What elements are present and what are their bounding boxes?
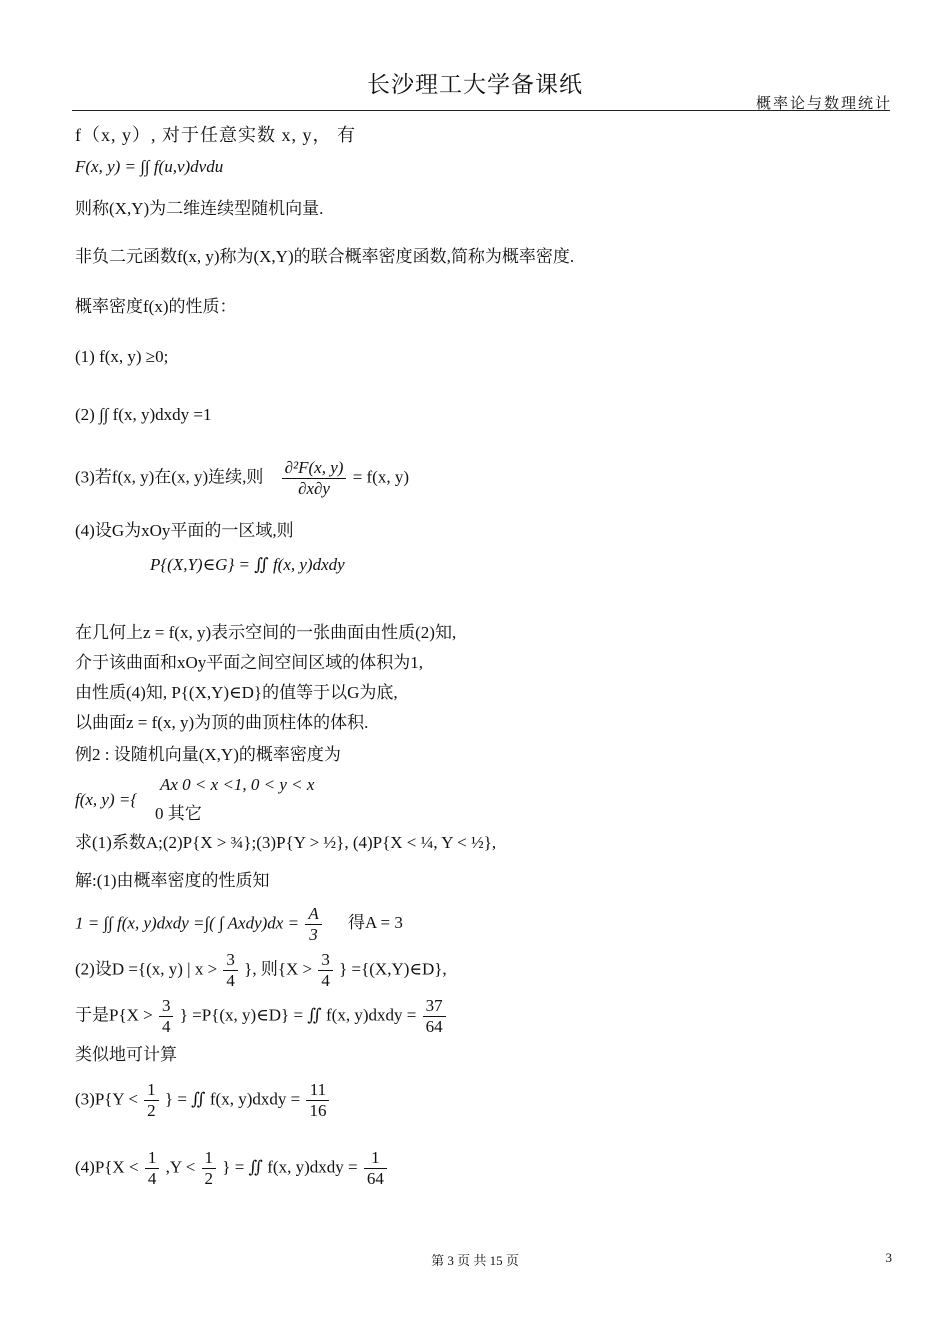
fraction-numerator: 11 <box>306 1080 329 1101</box>
solution-step-4-text: (4)P{X < <box>75 1157 139 1177</box>
fraction-numerator: 1 <box>144 1080 159 1101</box>
fraction-3-4 <box>223 950 238 991</box>
text-line: 非负二元函数f(x, y)称为(X,Y)的联合概率密度函数,简称为概率密度. <box>75 247 575 266</box>
formula-cdf: F(x, y) = ∫∫ f(u,v)dvdu <box>75 157 224 176</box>
fraction-denominator: 16 <box>309 1101 327 1120</box>
course-subject: 概率论与数理统计 <box>755 96 892 112</box>
property-2: (2) ∫∫ f(x, y)dxdy =1 <box>75 405 212 424</box>
property-3-result: = f(x, y) <box>352 467 410 487</box>
solution-step-1-result: 得A = 3 <box>347 913 403 933</box>
fraction-denominator: 4 <box>161 1017 171 1036</box>
property-4: (4)设G为xOy平面的一区域,则 <box>75 521 294 540</box>
fraction-numerator: 1 <box>202 1148 217 1169</box>
property-4-formula: P{(X,Y)∈G} = ∬ f(x, y)dxdy <box>150 555 345 574</box>
fraction-1-64 <box>364 1148 387 1189</box>
geometry-line: 由性质(4)知, P{(X,Y)∈D}的值等于以G为底, <box>75 683 398 702</box>
header-divider <box>72 110 890 111</box>
page-footer: 第 3 页 共 15 页 <box>431 1253 519 1268</box>
fraction-11-16 <box>306 1080 329 1121</box>
density-case-2: 0 其它 <box>155 804 202 823</box>
density-case-1: Ax 0 < x <1, 0 < y < x <box>160 775 315 794</box>
geometry-line: 在几何上z = f(x, y)表示空间的一张曲面由性质(2)知, <box>75 623 457 642</box>
fraction-a-over-3 <box>305 904 321 945</box>
fraction-numerator: 37 <box>423 996 446 1017</box>
fraction-denominator: 2 <box>204 1169 214 1188</box>
property-3 <box>75 458 409 499</box>
fraction-37-64 <box>423 996 446 1037</box>
solution-title: 解:(1)由概率密度的性质知 <box>75 871 270 890</box>
fraction-numerator: A <box>305 904 321 925</box>
solution-step-3-text: (3)P{Y < <box>75 1089 138 1109</box>
fraction-numerator: 3 <box>223 950 238 971</box>
solution-step-4-text-b: ,Y < <box>165 1157 196 1177</box>
page-title: 长沙理工大学备课纸 <box>367 72 583 97</box>
solution-step-2-text: (2)设D ={(x, y) | x > <box>75 959 218 979</box>
fraction-denominator: ∂x∂y <box>298 479 330 498</box>
property-1: (1) f(x, y) ≥0; <box>75 347 169 366</box>
fraction-3-4 <box>159 996 174 1037</box>
solution-step-1 <box>75 904 403 945</box>
example-title: 例2 : 设随机向量(X,Y)的概率密度为 <box>75 745 341 764</box>
solution-step-2 <box>75 950 447 991</box>
solution-step-2-text-b: }, 则{X > <box>244 959 313 979</box>
fraction-denominator: 4 <box>321 971 330 990</box>
geometry-line: 以曲面z = f(x, y)为顶的曲顶柱体的体积. <box>75 713 369 732</box>
solution-step-3 <box>75 1080 331 1121</box>
text-line: f（x, y）, 对于任意实数 x, y， 有 <box>75 125 356 145</box>
solution-step-4 <box>75 1148 389 1189</box>
solution-step-2-text-c: } ={(X,Y)∈D}, <box>339 959 447 979</box>
page-number: 3 <box>885 1250 892 1265</box>
fraction-3-4 <box>318 950 333 991</box>
fraction-denominator: 2 <box>147 1101 156 1120</box>
solution-step-2b <box>75 996 448 1037</box>
property-3-text: (3)若f(x, y)在(x, y)连续,则 <box>75 467 264 487</box>
example-questions: 求(1)系数A;(2)P{X > ¾};(3)P{Y > ½}, (4)P{X < ¼, Y < ½}, <box>75 833 497 852</box>
fraction-denominator: 64 <box>425 1017 443 1036</box>
fraction-numerator: 3 <box>159 996 174 1017</box>
fraction-denominator: 4 <box>226 971 235 990</box>
text-line: 概率密度f(x)的性质： <box>75 297 237 316</box>
fraction-numerator: 1 <box>145 1148 160 1169</box>
density-lhs: f(x, y) ={ <box>75 790 138 809</box>
solution-step-4-text-c: } = ∬ f(x, y)dxdy = <box>222 1157 358 1177</box>
solution-step-1-text: 1 = ∫∫ f(x, y)dxdy =∫( ∫ Axdy)dx = <box>75 913 300 933</box>
fraction-1-4 <box>145 1148 160 1189</box>
text-line: 则称(X,Y)为二维连续型随机向量. <box>75 199 324 218</box>
geometry-line: 介于该曲面和xOy平面之间空间区域的体积为1, <box>75 653 424 672</box>
fraction-denominator: 64 <box>366 1169 384 1188</box>
fraction-denominator: 3 <box>309 925 318 944</box>
fraction-numerator: 3 <box>318 950 333 971</box>
text-line: 类似地可计算 <box>75 1045 177 1064</box>
solution-step-2b-text-b: } =P{(x, y)∈D} = ∬ f(x, y)dxdy = <box>179 1005 417 1025</box>
fraction-1-2 <box>202 1148 217 1189</box>
fraction-denominator: 4 <box>147 1169 157 1188</box>
fraction-1-2 <box>144 1080 159 1121</box>
fraction-numerator: 1 <box>364 1148 387 1169</box>
solution-step-3-text-b: } = ∬ f(x, y)dxdy = <box>164 1089 301 1109</box>
solution-step-2b-text: 于是P{X > <box>75 1005 153 1025</box>
fraction-numerator: ∂²F(x, y) <box>282 458 347 479</box>
partial-derivative-fraction <box>282 458 347 499</box>
